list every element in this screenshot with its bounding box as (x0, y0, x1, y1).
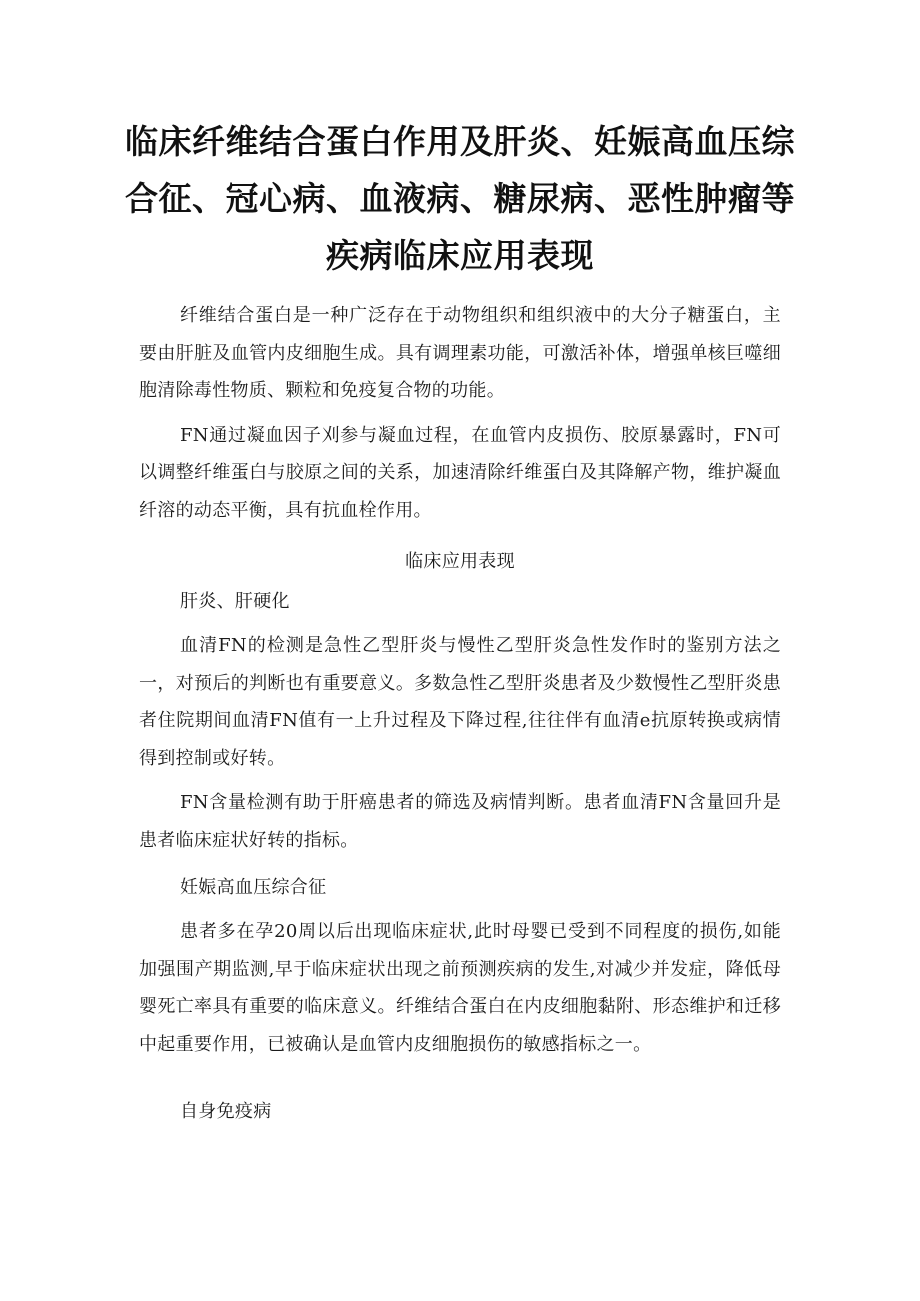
intro-paragraph: 纤维结合蛋白是一种广泛存在于动物组织和组织液中的大分子糖蛋白，主要由肝脏及血管内皮细胞生成。具有调理素功能，可激活补体，增强单核巨噬细胞清除毒性物质、颗粒和免疫复合物的功能。 (139, 305, 781, 401)
document-title: 临床纤维结合蛋白作用及肝炎、妊娠高血压综合征、冠心病、血液病、糖尿病、恶性肿瘤等疾病临床应用表现 (125, 122, 795, 275)
subsection-heading-pregnancy-hypertension: 妊娠高血压综合征 (180, 877, 327, 898)
subsection-heading-hepatitis: 肝炎、肝硬化 (180, 591, 290, 612)
section-heading: 临床应用表现 (405, 551, 515, 572)
document-body (139, 297, 781, 1130)
body-paragraph: FN含量检测有助于肝癌患者的筛选及病情判断。患者血清FN含量回升是患者临床症状好转的指标。 (139, 792, 781, 851)
intro-paragraph: FN通过凝血因子刈参与凝血过程，在血管内皮损伤、胶原暴露时，FN可以调整纤维蛋白与胶原之间的关系，加速清除纤维蛋白及其降解产物，维护凝血纤溶的动态平衡，具有抗血栓作用。 (139, 424, 781, 521)
body-paragraph: 患者多在孕20周以后出现临床症状,此时母婴已受到不同程度的损伤,如能加强围产期监测,早于临床症状出现之前预测疾病的发生,对减少并发症，降低母婴死亡率具有重要的临床意义。纤维结合蛋白在内皮细胞黏附、形态维护和迁移中起重要作用，已被确认是血管内皮细胞损伤的敏感指标之一。 (139, 921, 781, 1055)
subsection-heading-autoimmune: 自身免疫病 (180, 1101, 272, 1122)
body-paragraph: 血清FN的检测是急性乙型肝炎与慢性乙型肝炎急性发作时的鉴别方法之一，对预后的判断也有重要意义。多数急性乙型肝炎患者及少数慢性乙型肝炎患者住院期间血清FN值有一上升过程及下降过程,往往伴有血清e抗原转换或病情得到控制或好转。 (139, 635, 781, 769)
